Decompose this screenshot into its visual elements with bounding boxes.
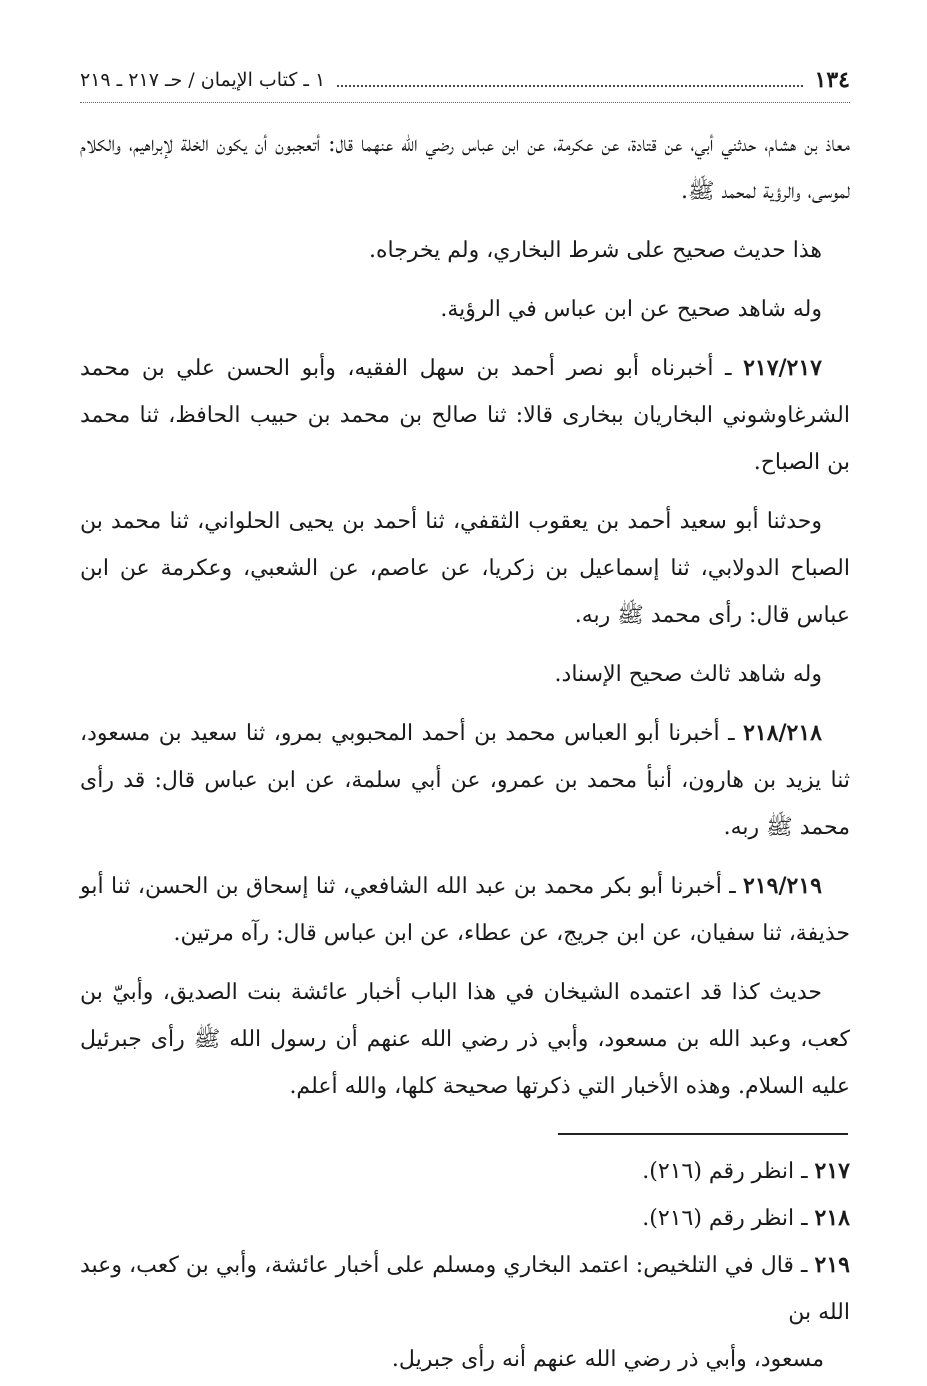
paragraph-5: وحدثنا أبو سعيد أحمد بن يعقوب الثقفي، ثنا أحمد بن يحيى الحلواني، ثنا محمد بن الصباح الدولابي، ثنا إسماعيل بن زكريا، عن عاصم، عن الشعبي، وعكرمة عن ابن عباس قال: رأى محمد ﷺ ربه. — [80, 509, 850, 628]
footnote-217: ٢١٧ ـ انظر رقم (٢١٦). — [642, 1158, 850, 1184]
paragraph-6: وله شاهد ثالث صحيح الإسناد. — [554, 662, 822, 687]
paragraph-3: وله شاهد صحيح عن ابن عباس في الرؤية. — [440, 297, 822, 322]
main-text — [80, 121, 850, 1110]
paragraph-2: هذا حديث صحيح على شرط البخاري، ولم يخرجاه. — [368, 238, 822, 263]
page — [80, 60, 850, 1122]
hadith-219: ٢١٩/٢١٩ ـ أخبرنا أبو بكر محمد بن عبد الله الشافعي، ثنا إسحاق بن الحسن، ثنا أبو حذيفة، ثنا سفيان، عن ابن جريج، عن عطاء، عن ابن عباس قال: رآه مرتين. — [80, 873, 850, 946]
header-leader-dots — [337, 73, 802, 87]
running-header — [80, 60, 850, 103]
paragraph-9: حديث كذا قد اعتمده الشيخان في هذا الباب أخبار عائشة بنت الصديق، وأبيّ بن كعب، وعبد الله بن مسعود، وأبي ذر رضي الله عنهم أن رسول الله ﷺ رأى جبرئيل عليه السلام. وهذه الأخبار التي ذكرتها صحيحة كلها، والله أعلم. — [80, 980, 850, 1099]
hadith-218: ٢١٨/٢١٨ ـ أخبرنا أبو العباس محمد بن أحمد المحبوبي بمرو، ثنا سعيد بن مسعود، ثنا يزيد بن هارون، أنبأ محمد بن عمرو، عن أبي سلمة، عن ابن عباس قال: قد رأى محمد ﷺ ربه. — [80, 720, 850, 840]
footnote-219-continuation: مسعود، وأبي ذر رضي الله عنهم أنه رأى جبريل. — [391, 1347, 824, 1372]
hadith-number: ٢١٨/٢١٨ — [743, 720, 822, 746]
hadith-number: ٢١٧/٢١٧ — [743, 355, 822, 381]
footnotes — [80, 1148, 850, 1383]
page-number: ١٣٤ — [814, 67, 850, 93]
paragraph-1: معاذ بن هشام، حدثني أبي، عن قتادة، عن عكرمة، عن ابن عباس رضي الله عنهما قال: أتعجبون أن يكون الخلة لإبراهيم، والكلام لموسى، والرؤية لمحمد ﷺ. — [80, 132, 850, 204]
hadith-number: ٢١٩/٢١٩ — [743, 873, 822, 899]
footnote-218: ٢١٨ ـ انظر رقم (٢١٦). — [642, 1205, 850, 1231]
footnote-divider — [558, 1133, 848, 1135]
hadith-217: ٢١٧/٢١٧ ـ أخبرناه أبو نصر أحمد بن سهل الفقيه، وأبو الحسن علي بن محمد الشرغاوشوني البخاريان ببخارى قالا: ثنا صالح بن محمد بن حبيب الحافظ، ثنا محمد بن الصباح. — [80, 355, 850, 475]
running-title: ١ ـ كتاب الإيمان / حـ ٢١٧ ـ ٢١٩ — [80, 69, 326, 91]
footnote-219: ٢١٩ ـ قال في التلخيص: اعتمد البخاري ومسلم على أخبار عائشة، وأبي بن كعب، وعبد الله بن — [80, 1252, 850, 1325]
